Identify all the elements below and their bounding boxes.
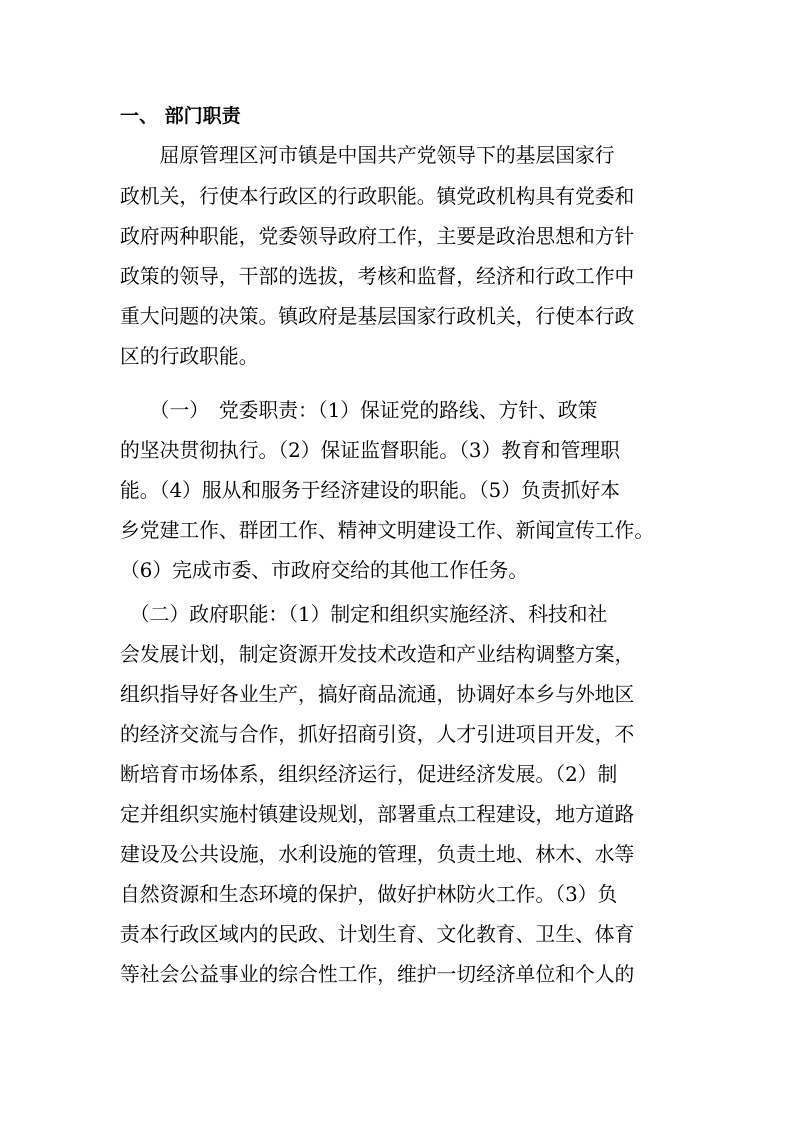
body-line: 自然资源和生态环境的保护，做好护林防火工作。（3）负 — [120, 883, 618, 906]
body-line: 定并组织实施村镇建设规划，部署重点工程建设，地方道路 — [120, 803, 635, 826]
section-heading: 一、 部门职责 — [120, 105, 241, 127]
body-line: 区的行政职能。 — [120, 345, 259, 368]
body-line: 责本行政区域内的民政、计划生育、文化教育、卫生、体育 — [120, 923, 635, 946]
body-line: （6）完成市委、市政府交给的其他工作任务。 — [120, 559, 529, 582]
body-line: 等社会公益事业的综合性工作，维护一切经济单位和个人的 — [120, 963, 635, 986]
body-line: （一） 党委职责：（1）保证党的路线、方针、政策 — [120, 399, 598, 422]
body-line: 会发展计划，制定资源开发技术改造和产业结构调整方案， — [120, 643, 635, 666]
body-line: 政府两种职能，党委领导政府工作，主要是政治思想和方针 — [120, 225, 635, 248]
body-line: 能。（4）服从和服务于经济建设的职能。（5）负责抓好本 — [120, 479, 620, 502]
body-line: 断培育市场体系，组织经济运行，促进经济发展。（2）制 — [120, 763, 618, 786]
body-line: 政机关，行使本行政区的行政职能。镇党政机构具有党委和 — [120, 185, 635, 208]
body-line: 乡党建工作、群团工作、精神文明建设工作、新闻宣传工作。 — [120, 519, 655, 542]
body-line: 建设及公共设施，水利设施的管理，负责土地、林木、水等 — [120, 843, 635, 866]
body-line: 的坚决贯彻执行。（2）保证监督职能。（3）教育和管理职 — [120, 439, 620, 462]
body-line: 的经济交流与合作，抓好招商引资，人才引进项目开发，不 — [120, 723, 635, 746]
body-line: 重大问题的决策。镇政府是基层国家行政机关，行使本行政 — [120, 305, 635, 328]
body-line: 屈原管理区河市镇是中国共产党领导下的基层国家行 — [120, 144, 615, 167]
body-line: （二）政府职能：（1）制定和组织实施经济、科技和社 — [120, 603, 608, 626]
body-line: 政策的领导，干部的选拔，考核和监督，经济和行政工作中 — [120, 265, 635, 288]
body-line: 组织指导好各业生产，搞好商品流通，协调好本乡与外地区 — [120, 683, 635, 706]
